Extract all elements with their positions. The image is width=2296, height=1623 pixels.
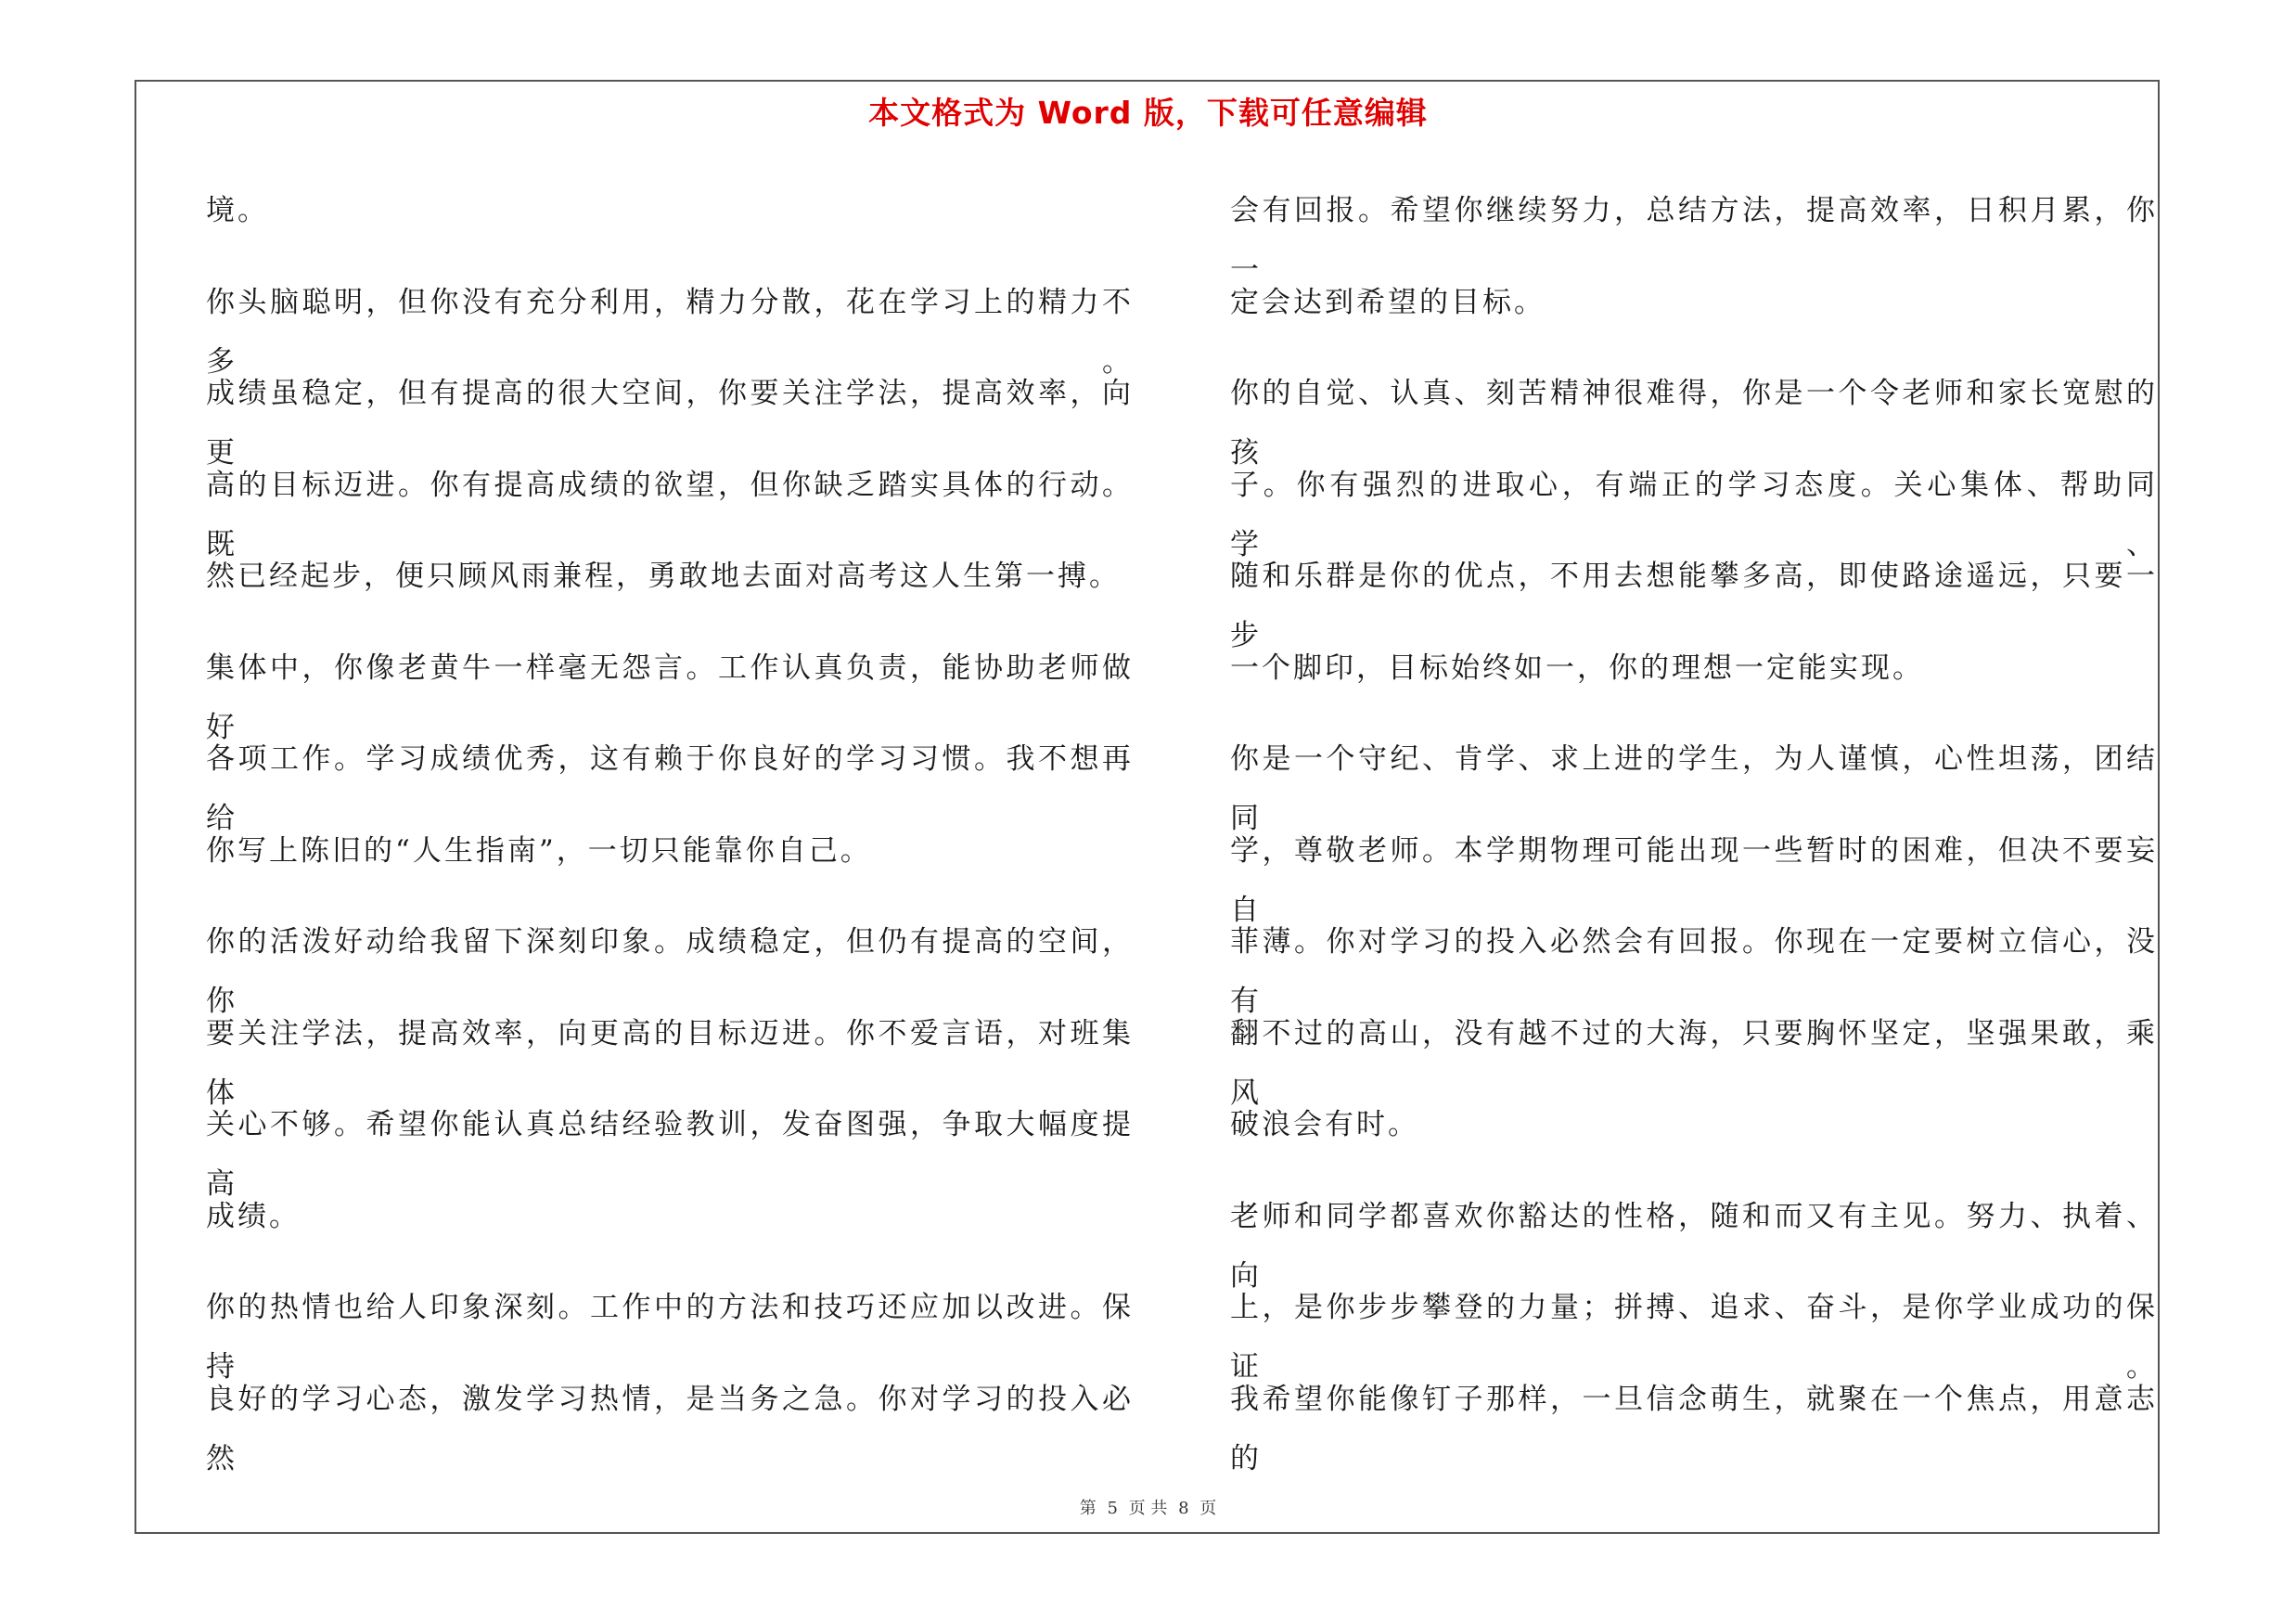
text-line: 集体中，你像老黄牛一样毫无怨言。工作认真负责，能协助老师做好 — [206, 650, 1134, 744]
header-banner: 本文格式为 Word 版，下载可任意编辑 — [868, 95, 1428, 131]
text-line: 你写上陈旧的“人生指南”，一切只能靠你自己。 — [206, 833, 872, 868]
text-line: 破浪会有时。 — [1230, 1108, 1419, 1141]
text-line: 境。 — [206, 194, 269, 227]
page-footer — [0, 1495, 2296, 1519]
text-line: 你是一个守纪、肯学、求上进的学生，为人谨慎，心性坦荡，团结同 — [1230, 742, 2158, 835]
text-line: 翻不过的高山，没有越不过的大海，只要胸怀坚定，坚强果敢，乘风 — [1230, 1016, 2158, 1110]
text-line: 成绩。 — [206, 1199, 301, 1233]
text-line: 子。你有强烈的进取心，有端正的学习态度。关心集体、帮助同学、 — [1230, 468, 2158, 561]
text-line: 高的目标迈进。你有提高成绩的欲望，但你缺乏踏实具体的行动。既 — [206, 468, 1134, 561]
text-line: 我希望你能像钉子那样，一旦信念萌生，就聚在一个焦点，用意志的 — [1230, 1382, 2158, 1475]
text-line: 你的自觉、认真、刻苦精神很难得，你是一个令老师和家长宽慰的孩 — [1230, 377, 2158, 470]
text-line: 随和乐群是你的优点，不用去想能攀多高，即使路途遥远，只要一步 — [1230, 560, 2158, 652]
footer-prefix: 第 — [1079, 1499, 1097, 1518]
text-line: 你头脑聪明，但你没有充分利用，精力分散，花在学习上的精力不多。 — [206, 285, 1134, 379]
footer-middle: 页 共 — [1128, 1499, 1168, 1518]
text-line: 要关注学法，提高效率，向更高的目标迈进。你不爱言语，对班集体 — [206, 1016, 1134, 1110]
text-line: 学，尊敬老师。本学期物理可能出现一些暂时的困难，但决不要妄自 — [1230, 833, 2158, 927]
text-line: 良好的学习心态，激发学习热情，是当务之急。你对学习的投入必然 — [206, 1382, 1134, 1475]
text-line: 成绩虽稳定，但有提高的很大空间，你要关注学法，提高效率，向更 — [206, 377, 1134, 470]
text-line: 各项工作。学习成绩优秀，这有赖于你良好的学习习惯。我不想再给 — [206, 742, 1134, 835]
footer-current-page: 5 — [1107, 1499, 1118, 1518]
right-column — [1230, 181, 2158, 1475]
text-line: 你的活泼好动给我留下深刻印象。成绩稳定，但仍有提高的空间，你 — [206, 925, 1134, 1018]
text-line: 老师和同学都喜欢你豁达的性格，随和而又有主见。努力、执着、向 — [1230, 1199, 2158, 1293]
text-line: 菲薄。你对学习的投入必然会有回报。你现在一定要树立信心，没有 — [1230, 925, 2158, 1018]
left-column — [206, 181, 1134, 1475]
text-line: 上，是你步步攀登的力量；拼搏、追求、奋斗，是你学业成功的保证。 — [1230, 1291, 2158, 1384]
text-line: 你的热情也给人印象深刻。工作中的方法和技巧还应加以改进。保持 — [206, 1291, 1134, 1384]
text-line: 定会达到希望的目标。 — [1230, 285, 1546, 319]
text-line: 然已经起步，便只顾风雨兼程，勇敢地去面对高考这人生第一搏。 — [206, 560, 1121, 593]
text-line: 会有回报。希望你继续努力，总结方法，提高效率，日积月累，你一 — [1230, 194, 2158, 287]
text-line: 一个脚印，目标始终如一，你的理想一定能实现。 — [1230, 650, 1924, 685]
text-line: 关心不够。希望你能认真总结经验教训，发奋图强，争取大幅度提高 — [206, 1108, 1134, 1201]
footer-total-pages: 8 — [1178, 1499, 1189, 1518]
footer-suffix: 页 — [1199, 1499, 1217, 1518]
